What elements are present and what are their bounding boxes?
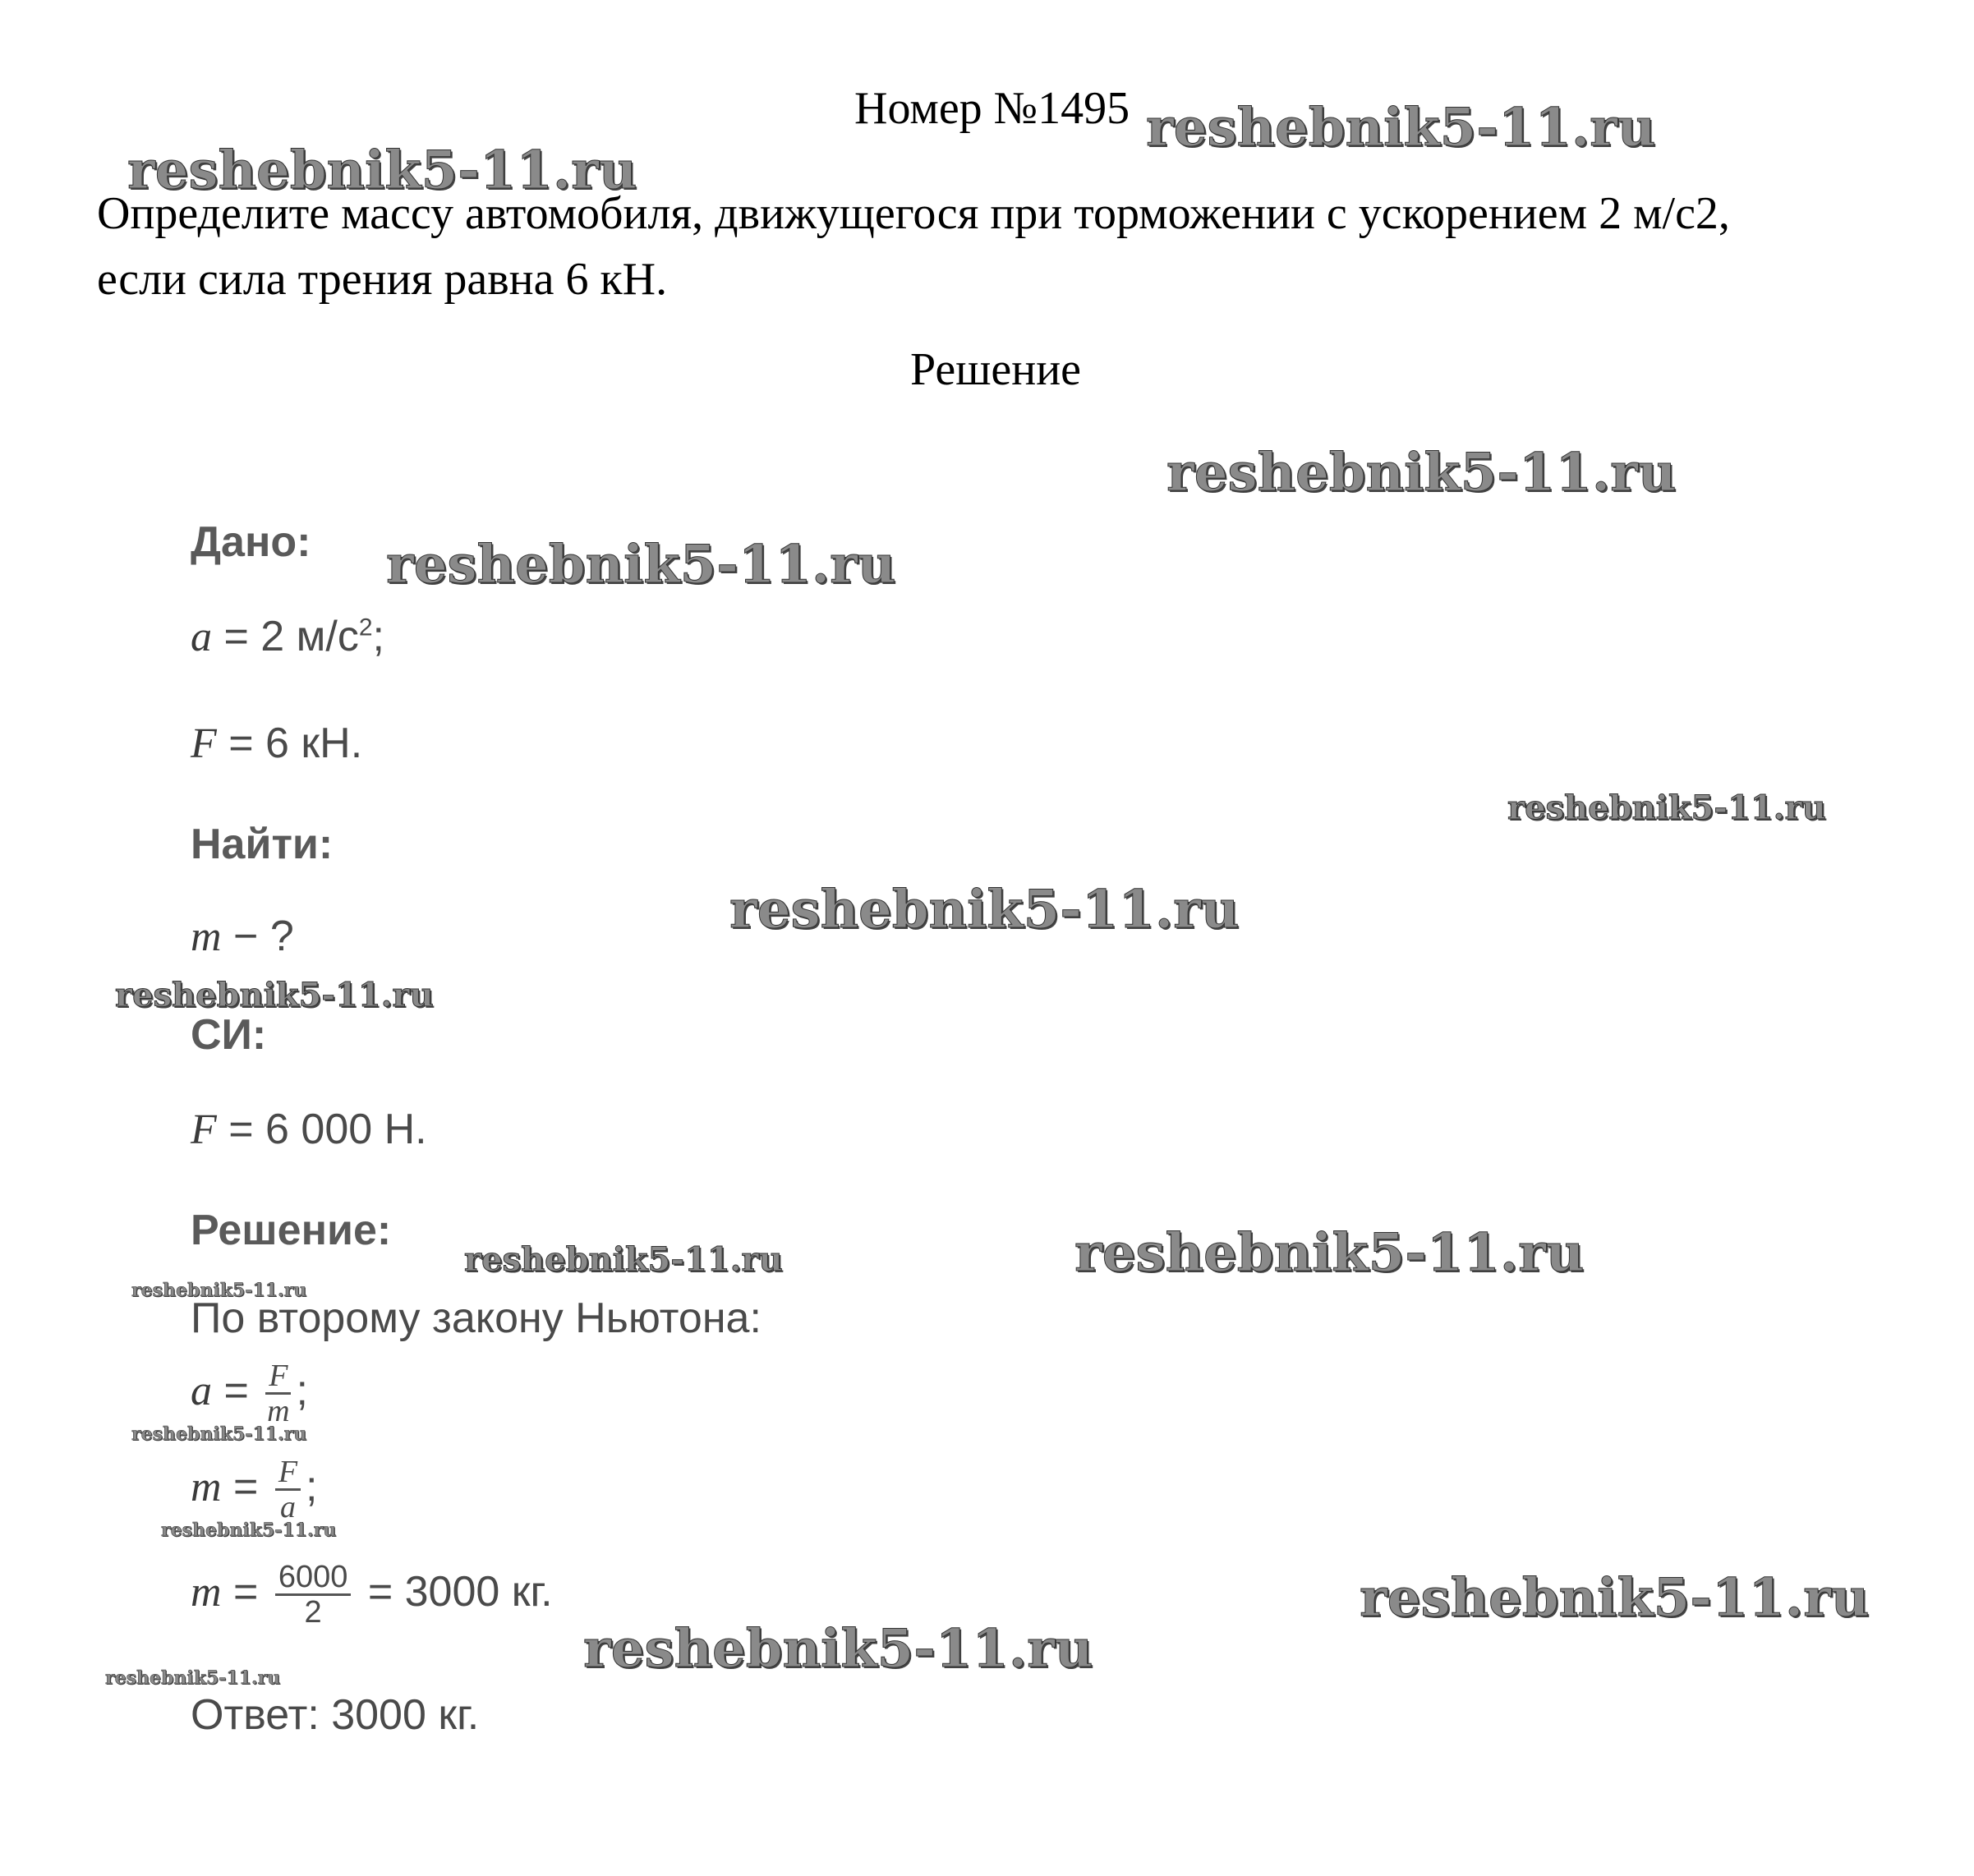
watermark: reshebnik5-11.ru <box>115 976 434 1014</box>
denominator: m <box>267 1394 290 1428</box>
given-force <box>191 719 362 768</box>
watermark: reshebnik5-11.ru <box>105 1667 281 1689</box>
si-F-value: = 6 000 Н. <box>216 1106 427 1153</box>
equation-2 <box>191 1455 318 1524</box>
solution-heading: Решение <box>910 344 1082 395</box>
fraction <box>265 1359 291 1428</box>
solution-label: Решение: <box>191 1207 392 1254</box>
watermark: reshebnik5-11.ru <box>1146 97 1656 159</box>
given-F-value: = 6 кН. <box>216 720 363 767</box>
given-label: Дано: <box>191 518 311 566</box>
watermark: reshebnik5-11.ru <box>127 140 637 201</box>
numerator: 6000 <box>275 1561 352 1596</box>
problem-line-1: Определите массу автомобиля, движущегося при торможении с ускорением 2 м/с2, <box>97 188 1730 239</box>
si-force <box>191 1105 427 1154</box>
watermark: reshebnik5-11.ru <box>131 1423 307 1445</box>
semicolon: ; <box>306 1463 318 1511</box>
watermark: reshebnik5-11.ru <box>1360 1567 1870 1629</box>
var-F: F <box>191 720 217 767</box>
semicolon: ; <box>372 613 384 660</box>
watermark: reshebnik5-11.ru <box>1074 1222 1585 1284</box>
find-m-value: − ? <box>221 913 294 960</box>
equation-1 <box>191 1359 308 1428</box>
watermark: reshebnik5-11.ru <box>1166 442 1677 503</box>
watermark: reshebnik5-11.ru <box>161 1520 337 1541</box>
si-label: СИ: <box>191 1011 267 1059</box>
denominator: a <box>279 1490 296 1524</box>
given-acceleration <box>191 612 384 661</box>
watermark: reshebnik5-11.ru <box>386 534 896 595</box>
watermark: reshebnik5-11.ru <box>464 1240 783 1279</box>
numerator: F <box>265 1359 291 1395</box>
equals: = <box>221 1568 270 1616</box>
equation-3 <box>191 1561 553 1629</box>
page-title: Номер №1495 <box>854 83 1130 134</box>
given-a-value: = 2 м/с <box>212 613 359 660</box>
numerator: F <box>275 1455 301 1491</box>
newton-law-text: По второму закону Ньютона: <box>191 1294 762 1342</box>
fraction <box>275 1455 301 1524</box>
power: 2 <box>358 614 373 641</box>
find-label: Найти: <box>191 821 334 868</box>
answer: Ответ: 3000 кг. <box>191 1691 480 1739</box>
fraction <box>275 1561 352 1629</box>
denominator: 2 <box>304 1595 322 1630</box>
eq3-lhs: m <box>191 1569 222 1616</box>
problem-line-2: если сила трения равна 6 кН. <box>97 254 668 305</box>
eq2-lhs: m <box>191 1464 222 1511</box>
watermark: reshebnik5-11.ru <box>1507 789 1826 827</box>
var-m: m <box>191 913 222 960</box>
eq3-result: = 3000 кг. <box>356 1568 553 1616</box>
watermark: reshebnik5-11.ru <box>131 1280 307 1301</box>
semicolon: ; <box>296 1367 308 1415</box>
equals: = <box>221 1463 270 1511</box>
var-F: F <box>191 1106 217 1153</box>
eq1-lhs: a <box>191 1368 212 1415</box>
equals: = <box>212 1367 261 1415</box>
watermark: reshebnik5-11.ru <box>583 1618 1093 1680</box>
var-a: a <box>191 614 212 660</box>
find-mass <box>191 912 294 961</box>
watermark: reshebnik5-11.ru <box>729 879 1240 940</box>
